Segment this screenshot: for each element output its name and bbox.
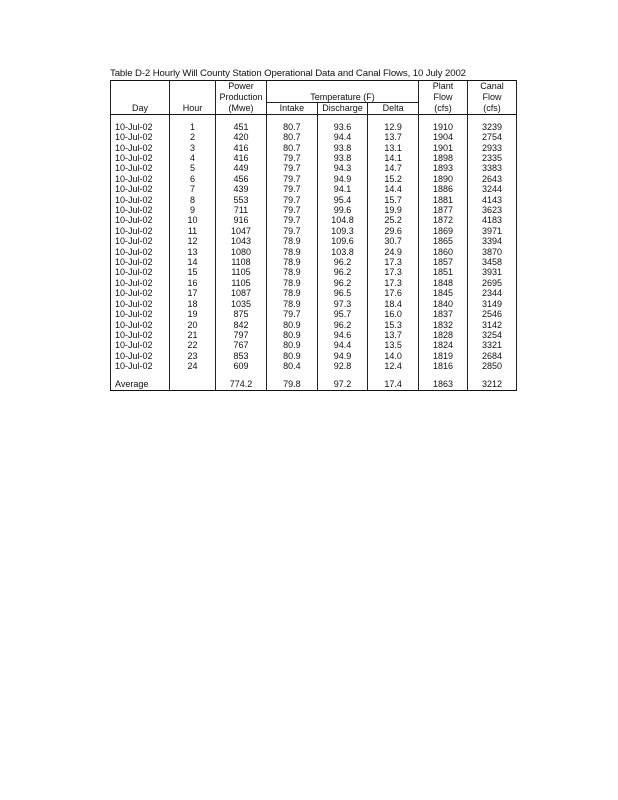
cell-discharge: 96.2	[317, 267, 368, 277]
cell-power: 451	[216, 122, 267, 132]
cell-delta: 15.3	[368, 320, 419, 330]
cell-hour: 22	[170, 340, 216, 350]
cell-discharge: 93.8	[317, 153, 368, 163]
cell-intake: 78.9	[267, 257, 318, 267]
cell-discharge: 104.8	[317, 215, 368, 225]
cell-discharge: 96.2	[317, 278, 368, 288]
cell-plant: 1904	[419, 132, 468, 142]
cell-intake: 80.7	[267, 132, 318, 142]
cell-hour: 6	[170, 174, 216, 184]
cell-canal: 2850	[468, 361, 517, 371]
cell-day: 10-Jul-02	[111, 215, 170, 225]
cell-discharge: 94.9	[317, 351, 368, 361]
cell-delta: 25.2	[368, 215, 419, 225]
header-plant-line2: Flow	[419, 92, 468, 103]
cell-power: 1047	[216, 226, 267, 236]
cell-power: 1080	[216, 247, 267, 257]
cell-day: 10-Jul-02	[111, 195, 170, 205]
cell-power: 1105	[216, 278, 267, 288]
cell-hour: 16	[170, 278, 216, 288]
header-discharge: Discharge	[317, 103, 368, 115]
cell-intake: 78.9	[267, 267, 318, 277]
cell-delta: 15.7	[368, 195, 419, 205]
header-temperature: Temperature (F)	[267, 92, 419, 103]
cell-hour: 5	[170, 163, 216, 173]
average-delta: 17.4	[368, 379, 419, 391]
cell-plant: 1865	[419, 236, 468, 246]
cell-day: 10-Jul-02	[111, 330, 170, 340]
cell-intake: 79.7	[267, 153, 318, 163]
cell-day: 10-Jul-02	[111, 122, 170, 132]
cell-discharge: 95.7	[317, 309, 368, 319]
cell-plant: 1848	[419, 278, 468, 288]
cell-hour: 13	[170, 247, 216, 257]
cell-canal: 4183	[468, 215, 517, 225]
cell-intake: 79.7	[267, 205, 318, 215]
cell-discharge: 109.6	[317, 236, 368, 246]
table-row	[111, 340, 517, 350]
cell-delta: 13.5	[368, 340, 419, 350]
cell-intake: 79.7	[267, 309, 318, 319]
cell-hour: 17	[170, 288, 216, 298]
header-temperature-spacer	[267, 81, 419, 92]
cell-canal: 2643	[468, 174, 517, 184]
cell-plant: 1816	[419, 361, 468, 371]
table-row	[111, 288, 517, 298]
spacer-row	[111, 114, 517, 122]
cell-plant: 1886	[419, 184, 468, 194]
cell-hour: 18	[170, 299, 216, 309]
cell-day: 10-Jul-02	[111, 309, 170, 319]
cell-delta: 18.4	[368, 299, 419, 309]
cell-power: 456	[216, 174, 267, 184]
cell-delta: 16.0	[368, 309, 419, 319]
cell-day: 10-Jul-02	[111, 236, 170, 246]
cell-delta: 17.3	[368, 257, 419, 267]
cell-discharge: 94.9	[317, 174, 368, 184]
cell-canal: 3383	[468, 163, 517, 173]
cell-canal: 3149	[468, 299, 517, 309]
table-row	[111, 153, 517, 163]
cell-plant: 1893	[419, 163, 468, 173]
cell-day: 10-Jul-02	[111, 143, 170, 153]
cell-delta: 13.1	[368, 143, 419, 153]
cell-plant: 1840	[419, 299, 468, 309]
cell-discharge: 95.4	[317, 195, 368, 205]
header-intake: Intake	[267, 103, 318, 115]
cell-day: 10-Jul-02	[111, 174, 170, 184]
average-row	[111, 379, 517, 391]
cell-power: 1035	[216, 299, 267, 309]
cell-power: 916	[216, 215, 267, 225]
cell-plant: 1824	[419, 340, 468, 350]
cell-power: 439	[216, 184, 267, 194]
header-power-line1: Power	[216, 81, 267, 92]
cell-hour: 11	[170, 226, 216, 236]
average-intake: 79.8	[267, 379, 318, 391]
cell-delta: 17.3	[368, 278, 419, 288]
cell-power: 553	[216, 195, 267, 205]
cell-power: 420	[216, 132, 267, 142]
cell-power: 1087	[216, 288, 267, 298]
cell-day: 10-Jul-02	[111, 247, 170, 257]
cell-plant: 1857	[419, 257, 468, 267]
cell-discharge: 94.3	[317, 163, 368, 173]
cell-canal: 3971	[468, 226, 517, 236]
cell-day: 10-Jul-02	[111, 205, 170, 215]
cell-canal: 2684	[468, 351, 517, 361]
cell-delta: 14.7	[368, 163, 419, 173]
cell-intake: 79.7	[267, 174, 318, 184]
header-plant-line1: Plant	[419, 81, 468, 92]
cell-discharge: 93.8	[317, 143, 368, 153]
cell-intake: 78.9	[267, 236, 318, 246]
cell-power: 416	[216, 143, 267, 153]
cell-hour: 20	[170, 320, 216, 330]
cell-intake: 79.7	[267, 195, 318, 205]
cell-intake: 80.9	[267, 330, 318, 340]
cell-power: 875	[216, 309, 267, 319]
cell-canal: 3394	[468, 236, 517, 246]
cell-day: 10-Jul-02	[111, 299, 170, 309]
cell-delta: 24.9	[368, 247, 419, 257]
cell-intake: 79.7	[267, 184, 318, 194]
cell-hour: 23	[170, 351, 216, 361]
cell-plant: 1828	[419, 330, 468, 340]
cell-discharge: 92.8	[317, 361, 368, 371]
cell-day: 10-Jul-02	[111, 267, 170, 277]
cell-day: 10-Jul-02	[111, 257, 170, 267]
cell-delta: 17.6	[368, 288, 419, 298]
table-row	[111, 143, 517, 153]
cell-power: 797	[216, 330, 267, 340]
cell-day: 10-Jul-02	[111, 278, 170, 288]
cell-power: 1108	[216, 257, 267, 267]
cell-hour: 21	[170, 330, 216, 340]
cell-plant: 1837	[419, 309, 468, 319]
cell-intake: 80.9	[267, 340, 318, 350]
cell-plant: 1901	[419, 143, 468, 153]
cell-plant: 1890	[419, 174, 468, 184]
operational-data-table	[110, 80, 517, 391]
cell-discharge: 96.2	[317, 320, 368, 330]
cell-delta: 19.9	[368, 205, 419, 215]
cell-intake: 80.9	[267, 351, 318, 361]
cell-canal: 3458	[468, 257, 517, 267]
cell-canal: 2546	[468, 309, 517, 319]
header-canal-line2: Flow	[468, 92, 517, 103]
cell-intake: 80.7	[267, 143, 318, 153]
cell-canal: 3142	[468, 320, 517, 330]
table-row	[111, 205, 517, 215]
cell-delta: 12.4	[368, 361, 419, 371]
cell-plant: 1832	[419, 320, 468, 330]
table-caption: Table D-2 Hourly Will County Station Operational Data and Canal Flows, 10 July 2002	[110, 68, 466, 79]
cell-delta: 15.2	[368, 174, 419, 184]
average-plant: 1863	[419, 379, 468, 391]
table-row	[111, 184, 517, 194]
header-canal-line3: (cfs)	[468, 103, 517, 115]
cell-discharge: 97.3	[317, 299, 368, 309]
table-row	[111, 226, 517, 236]
cell-day: 10-Jul-02	[111, 351, 170, 361]
header-canal-line1: Canal	[468, 81, 517, 92]
cell-plant: 1877	[419, 205, 468, 215]
cell-delta: 13.7	[368, 132, 419, 142]
table-row	[111, 320, 517, 330]
header-power-line3: (Mwe)	[216, 103, 267, 115]
cell-hour: 12	[170, 236, 216, 246]
cell-discharge: 96.2	[317, 257, 368, 267]
cell-hour: 3	[170, 143, 216, 153]
cell-power: 609	[216, 361, 267, 371]
cell-delta: 29.6	[368, 226, 419, 236]
table-row	[111, 174, 517, 184]
cell-hour: 9	[170, 205, 216, 215]
cell-plant: 1819	[419, 351, 468, 361]
cell-canal: 2344	[468, 288, 517, 298]
cell-day: 10-Jul-02	[111, 288, 170, 298]
cell-plant: 1898	[419, 153, 468, 163]
average-canal: 3212	[468, 379, 517, 391]
cell-intake: 78.9	[267, 247, 318, 257]
table-row	[111, 132, 517, 142]
cell-power: 416	[216, 153, 267, 163]
cell-hour: 2	[170, 132, 216, 142]
average-discharge: 97.2	[317, 379, 368, 391]
table-row	[111, 257, 517, 267]
cell-intake: 80.4	[267, 361, 318, 371]
cell-power: 853	[216, 351, 267, 361]
cell-plant: 1869	[419, 226, 468, 236]
header-day-spacer	[111, 81, 170, 92]
cell-intake: 78.9	[267, 299, 318, 309]
cell-power: 711	[216, 205, 267, 215]
cell-plant: 1910	[419, 122, 468, 132]
cell-hour: 24	[170, 361, 216, 371]
cell-day: 10-Jul-02	[111, 153, 170, 163]
table-row	[111, 299, 517, 309]
cell-delta: 14.4	[368, 184, 419, 194]
table-row	[111, 278, 517, 288]
table-row	[111, 195, 517, 205]
cell-intake: 79.7	[267, 226, 318, 236]
table-row	[111, 351, 517, 361]
average-label: Average	[111, 379, 170, 391]
cell-delta: 30.7	[368, 236, 419, 246]
cell-hour: 4	[170, 153, 216, 163]
table-body	[111, 114, 517, 390]
cell-intake: 80.9	[267, 320, 318, 330]
table-row	[111, 330, 517, 340]
cell-discharge: 94.4	[317, 340, 368, 350]
cell-day: 10-Jul-02	[111, 184, 170, 194]
cell-discharge: 93.6	[317, 122, 368, 132]
cell-plant: 1881	[419, 195, 468, 205]
cell-plant: 1851	[419, 267, 468, 277]
cell-canal: 3321	[468, 340, 517, 350]
cell-canal: 3623	[468, 205, 517, 215]
cell-delta: 17.3	[368, 267, 419, 277]
cell-discharge: 94.1	[317, 184, 368, 194]
cell-discharge: 94.4	[317, 132, 368, 142]
cell-hour: 7	[170, 184, 216, 194]
cell-canal: 4143	[468, 195, 517, 205]
cell-delta: 12.9	[368, 122, 419, 132]
cell-discharge: 96.5	[317, 288, 368, 298]
cell-day: 10-Jul-02	[111, 226, 170, 236]
table-row	[111, 267, 517, 277]
header-plant-line3: (cfs)	[419, 103, 468, 115]
cell-power: 449	[216, 163, 267, 173]
cell-discharge: 94.6	[317, 330, 368, 340]
cell-day: 10-Jul-02	[111, 163, 170, 173]
cell-canal: 3239	[468, 122, 517, 132]
cell-power: 1105	[216, 267, 267, 277]
cell-canal: 2754	[468, 132, 517, 142]
table-row	[111, 215, 517, 225]
table-row	[111, 163, 517, 173]
cell-hour: 8	[170, 195, 216, 205]
cell-power: 767	[216, 340, 267, 350]
cell-plant: 1872	[419, 215, 468, 225]
cell-power: 842	[216, 320, 267, 330]
cell-delta: 14.0	[368, 351, 419, 361]
cell-hour: 1	[170, 122, 216, 132]
cell-day: 10-Jul-02	[111, 361, 170, 371]
table-header	[111, 81, 517, 115]
cell-canal: 3244	[468, 184, 517, 194]
header-hour: Hour	[170, 103, 216, 115]
cell-hour: 15	[170, 267, 216, 277]
average-hour	[170, 379, 216, 391]
cell-intake: 78.9	[267, 278, 318, 288]
cell-delta: 14.1	[368, 153, 419, 163]
cell-day: 10-Jul-02	[111, 340, 170, 350]
cell-day: 10-Jul-02	[111, 320, 170, 330]
spacer-row	[111, 372, 517, 379]
average-power: 774.2	[216, 379, 267, 391]
cell-canal: 2933	[468, 143, 517, 153]
header-delta: Delta	[368, 103, 419, 115]
cell-plant: 1845	[419, 288, 468, 298]
cell-canal: 3931	[468, 267, 517, 277]
cell-discharge: 99.6	[317, 205, 368, 215]
cell-canal: 3870	[468, 247, 517, 257]
cell-discharge: 103.8	[317, 247, 368, 257]
cell-intake: 80.7	[267, 122, 318, 132]
cell-discharge: 109.3	[317, 226, 368, 236]
table-row	[111, 247, 517, 257]
header-day: Day	[111, 103, 170, 115]
header-power-line2: Production	[216, 92, 267, 103]
cell-hour: 19	[170, 309, 216, 319]
cell-power: 1043	[216, 236, 267, 246]
cell-canal: 2695	[468, 278, 517, 288]
table-row	[111, 236, 517, 246]
header-hour-spacer	[170, 81, 216, 92]
table-row	[111, 309, 517, 319]
cell-day: 10-Jul-02	[111, 132, 170, 142]
cell-plant: 1860	[419, 247, 468, 257]
cell-intake: 78.9	[267, 288, 318, 298]
cell-canal: 3254	[468, 330, 517, 340]
cell-intake: 79.7	[267, 163, 318, 173]
cell-hour: 14	[170, 257, 216, 267]
table-row	[111, 122, 517, 132]
cell-hour: 10	[170, 215, 216, 225]
table-row	[111, 361, 517, 371]
cell-intake: 79.7	[267, 215, 318, 225]
cell-delta: 13.7	[368, 330, 419, 340]
cell-canal: 2335	[468, 153, 517, 163]
